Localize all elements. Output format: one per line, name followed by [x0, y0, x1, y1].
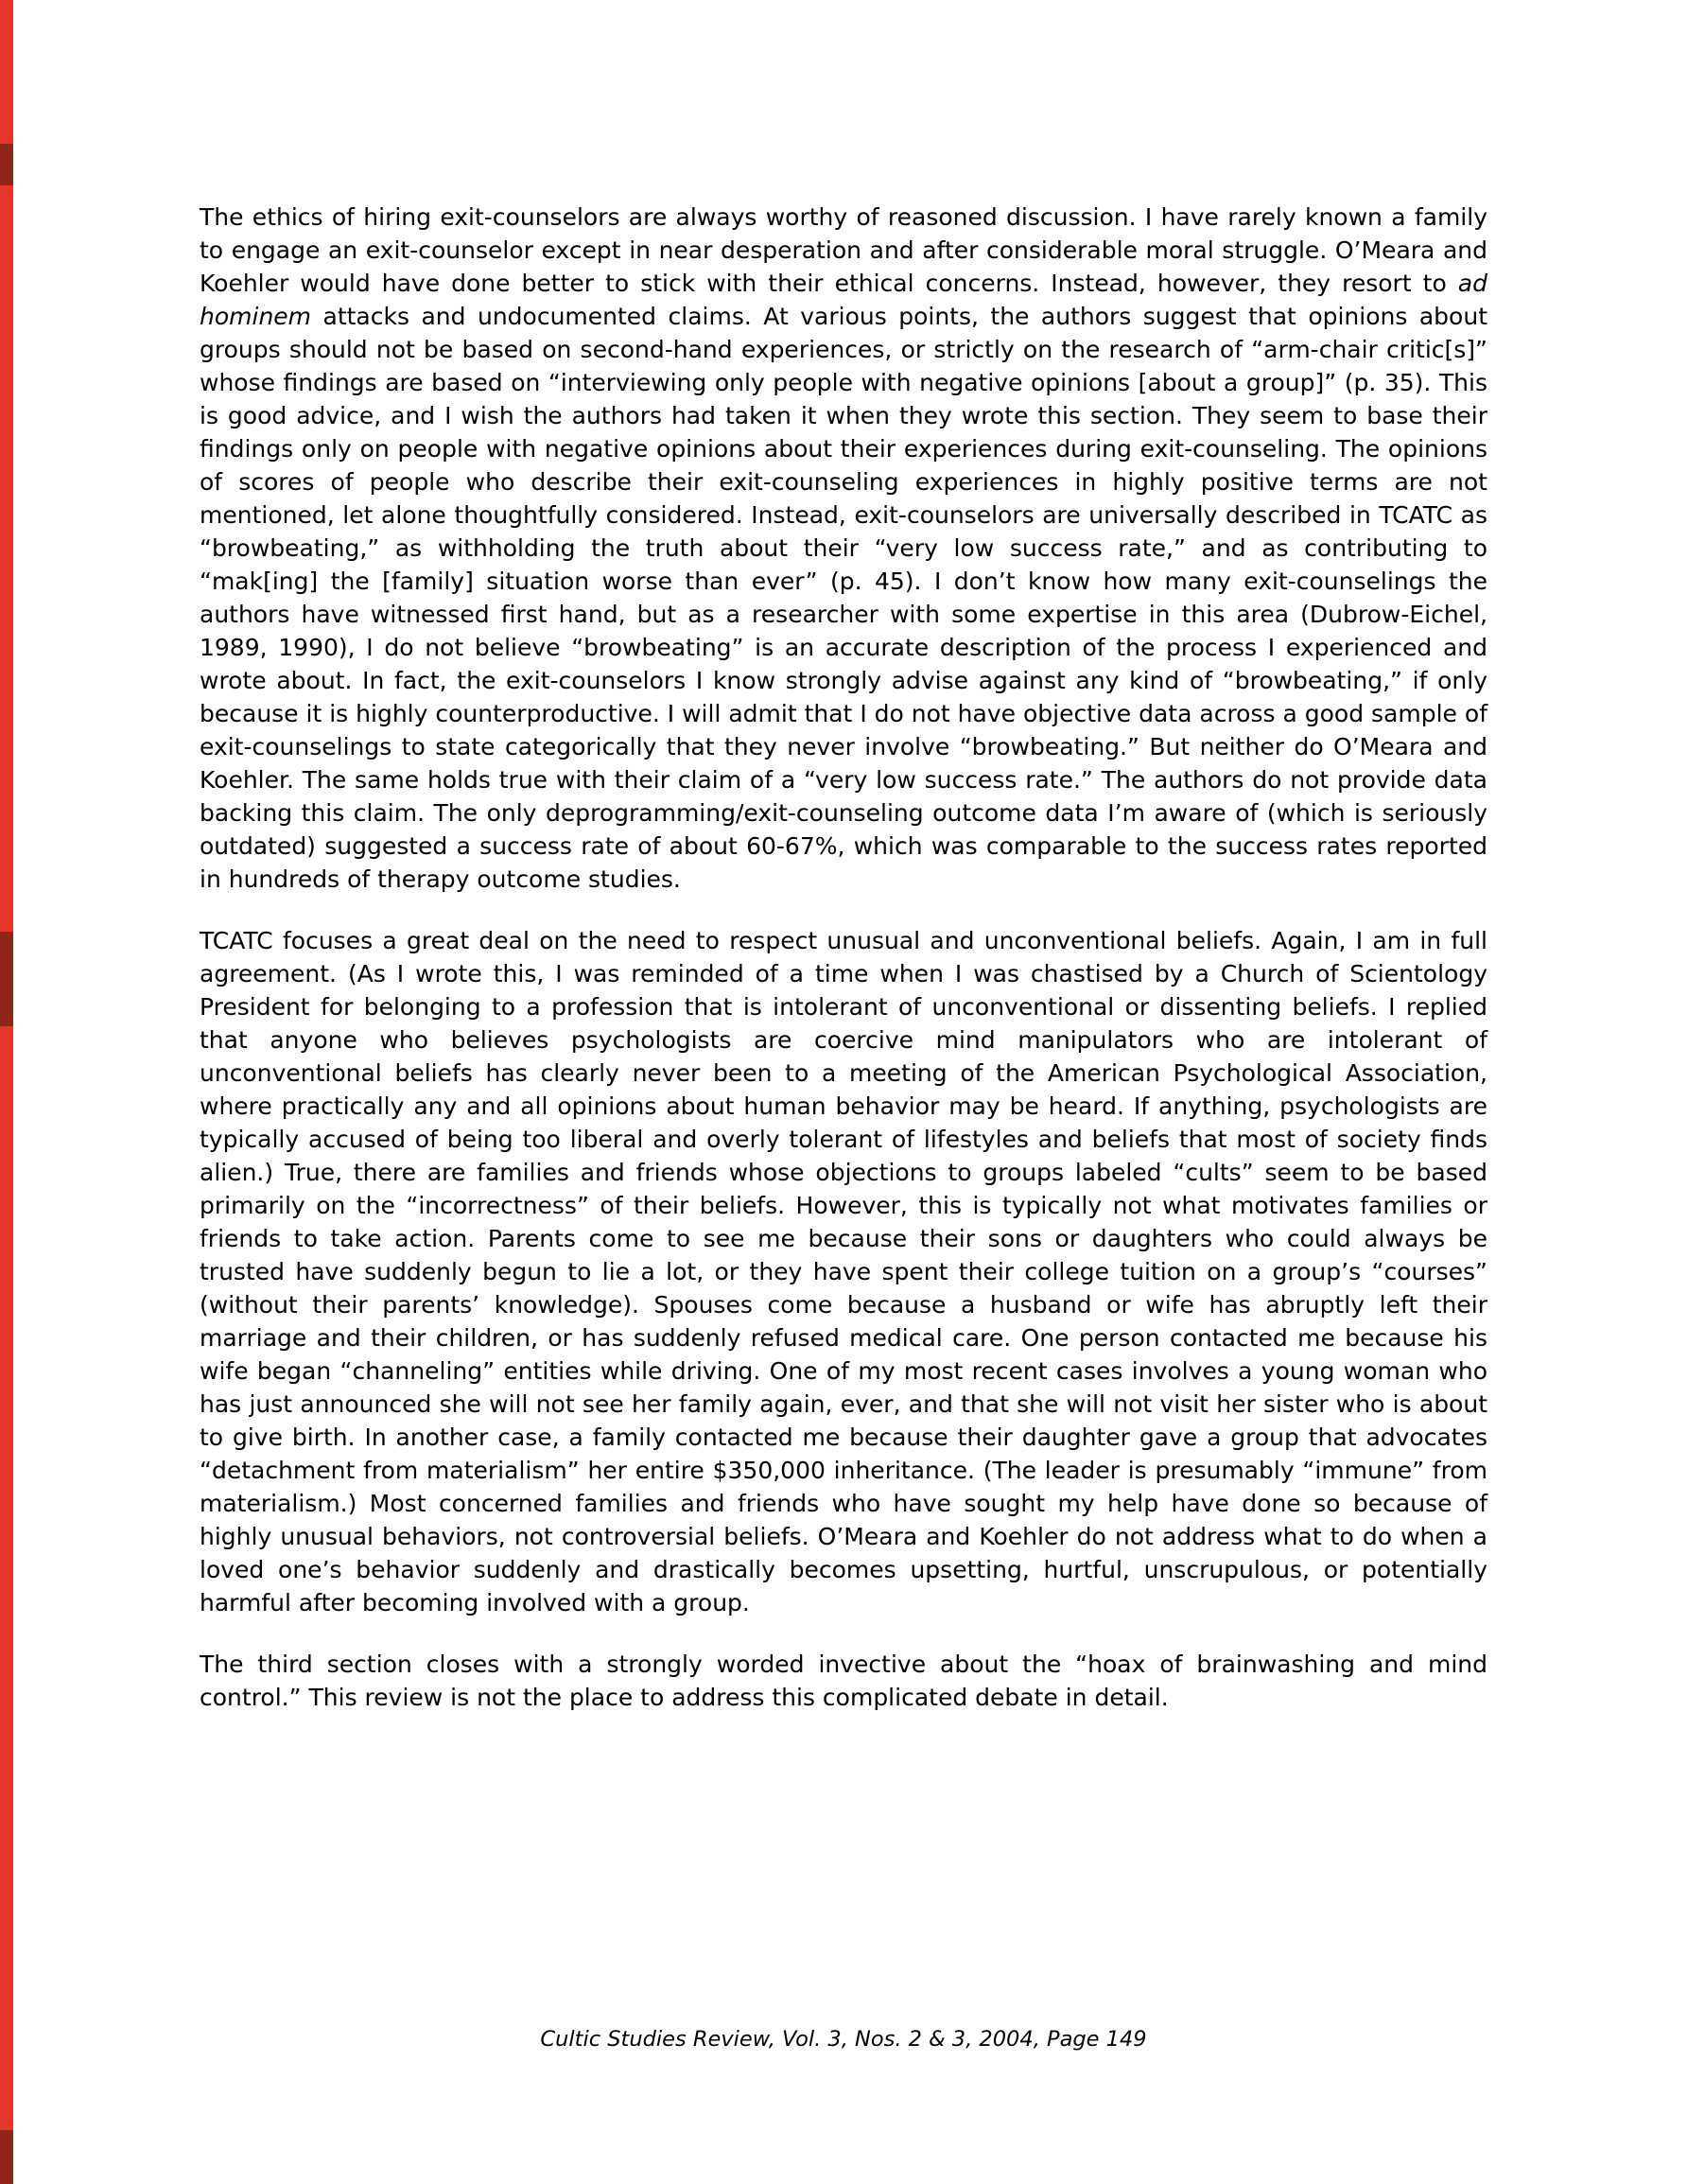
- text-run: The ethics of hiring exit-counselors are always worthy of reasoned discussion. I have rarely known a family to engage an exit-counselor except in near desperation and after considerable moral struggle. O’Meara and Koehler would have done better to stick with their ethical concerns. Instead, however, they resort to: [200, 203, 1487, 297]
- page-edge-dark-segment: [0, 932, 13, 1026]
- text-run: attacks and undocumented claims. At various points, the authors suggest that opinions about groups should not be based on second-hand experiences, or strictly on the research of “arm-chair critic[s]” whose findings are based on “interviewing only people with negative opinions [about a group]” (p. 35). This is good advice, and I wish the authors had taken it when they wrote this section. They seem to base their findings only on people with negative opinions about their experiences during exit-counseling. The opinions of scores of people who describe their exit-counseling experiences in highly positive terms are not mentioned, let alone thoughtfully considered. Instead, exit-counselors are universally described in TCATC as “browbeating,” as withholding the truth about their “very low success rate,” and as contributing to “mak[ing] the [family] situation worse than ever” (p. 45). I don’t know how many exit-counselings the authors have witnessed first hand, but as a researcher with some expertise in this area (Dubrow-Eichel, 1989, 1990), I do not believe “browbeating” is an accurate description of the process I experienced and wrote about. In fact, the exit-counselors I know strongly advise against any kind of “browbeating,” if only because it is highly counterproductive. I will admit that I do not have objective data across a good sample of exit-counselings to state categorically that they never involve “browbeating.” But neither do O’Meara and Koehler. The same holds true with their claim of a “very low success rate.” The authors do not provide data backing this claim. The only deprogramming/exit-counseling outcome data I’m aware of (which is seriously outdated) suggested a success rate of about 60-67%, which was comparable to the success rates reported in hundreds of therapy outcome studies.: [200, 303, 1487, 893]
- page-edge-strip: [0, 0, 13, 2184]
- footer-text: Cultic Studies Review, Vol. 3, Nos. 2 & 3, 2004, Page 149: [540, 2027, 1147, 2052]
- paragraph: [200, 1648, 1487, 1714]
- text-run: The third section closes with a strongly worded invective about the “hoax of brainwashing and mind control.” This review is not the place to address this complicated debate in detail.: [200, 1651, 1487, 1711]
- text-run: TCATC focuses a great deal on the need to respect unusual and unconventional beliefs. Again, I am in full agreement. (As I wrote this, I was reminded of a time when I was chastised by a Church of Scientology President for belonging to a profession that is intolerant of unconventional or dissenting beliefs. I replied that anyone who believes psychologists are coercive mind manipulators who are intolerant of unconventional beliefs has clearly never been to a meeting of the American Psychological Association, where practically any and all opinions about human behavior may be heard. If anything, psychologists are typically accused of being too liberal and overly tolerant of lifestyles and beliefs that most of society finds alien.) True, there are families and friends whose objections to groups labeled “cults” seem to be based primarily on the “incorrectness” of their beliefs. However, this is typically not what motivates families or friends to take action. Parents come to see me because their sons or daughters who could always be trusted have suddenly begun to lie a lot, or they have spent their college tuition on a group’s “courses” (without their parents’ knowledge). Spouses come because a husband or wife has abruptly left their marriage and their children, or has suddenly refused medical care. One person contacted me because his wife began “channeling” entities while driving. One of my most recent cases involves a young woman who has just announced she will not see her family again, ever, and that she will not visit her sister who is about to give birth. In another case, a family contacted me because their daughter gave a group that advocates “detachment from materialism” her entire $350,000 inheritance. (The leader is presumably “immune” from materialism.) Most concerned families and friends who have sought my help have done so because of highly unusual behaviors, not controversial beliefs. O’Meara and Koehler do not address what to do when a loved one’s behavior suddenly and drastically becomes upsetting, hurtful, unscrupulous, or potentially harmful after becoming involved with a group.: [200, 927, 1487, 1616]
- page-edge-dark-segment: [0, 144, 13, 185]
- paragraph: [200, 201, 1487, 896]
- body-text: [200, 201, 1487, 1742]
- italic-phrase: ad hominem: [200, 270, 1487, 330]
- page-edge-dark-segment: [0, 2130, 13, 2184]
- paragraph: [200, 924, 1487, 1619]
